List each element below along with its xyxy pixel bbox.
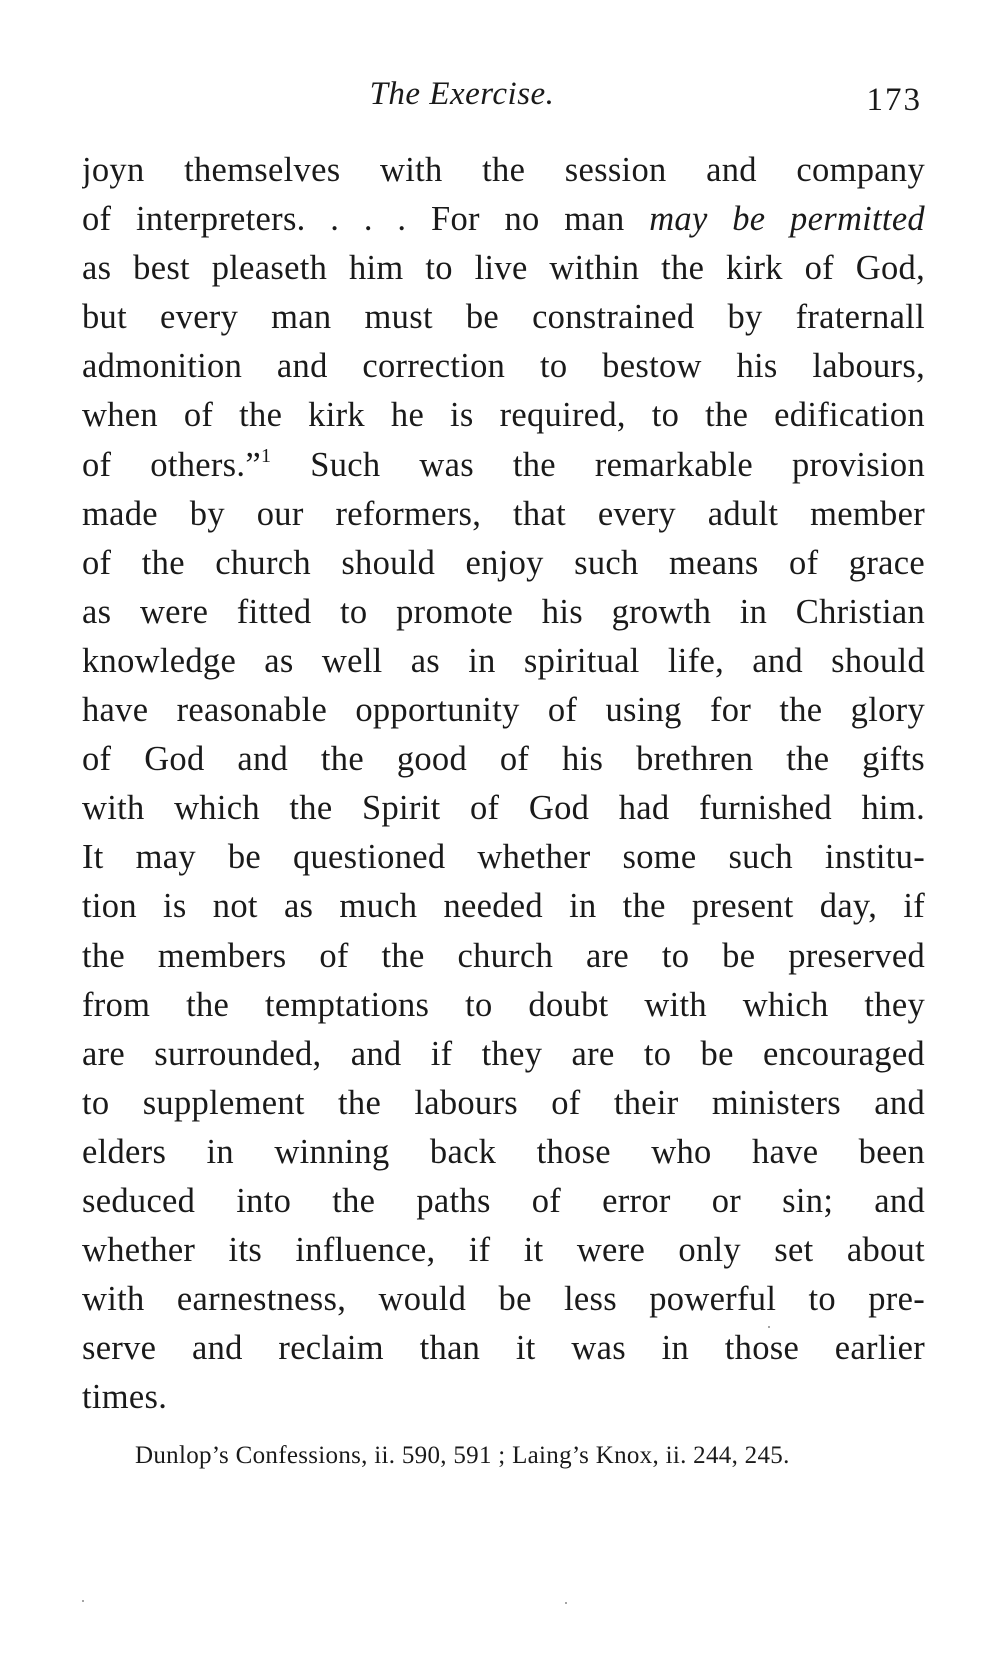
text-line: joyn themselves with the session and company [82, 151, 925, 189]
text-line: have reasonable opportunity of using for the glory [82, 691, 925, 730]
text-line: knowledge as well as in spiritual life, and should [82, 641, 925, 680]
italic-quote: may be permitted [649, 200, 925, 239]
page-number: 173 [866, 82, 922, 118]
text-run: of others.” [82, 445, 261, 484]
text-line [82, 441, 925, 490]
text-line: elders in winning back those who have been [82, 1132, 925, 1171]
text-line: from the temptations to doubt with which they [82, 985, 925, 1024]
text-line: serve and reclaim than it was in those earlier [82, 1329, 925, 1368]
text-line: but every man must be constrained by fraternall [82, 298, 925, 337]
paper-speck [768, 1326, 770, 1328]
text-line [82, 195, 925, 244]
text-line: seduced into the paths of error or sin; and [82, 1181, 925, 1220]
paper-speck [565, 1602, 567, 1604]
text-line: admonition and correction to bestow his labours, [82, 347, 925, 386]
italic-quote-line: as best pleaseth him to live within the kirk of God, [82, 249, 925, 288]
text-run: Such was the remarkable provision [310, 445, 925, 484]
text-line: when of the kirk he is required, to the edification [82, 396, 925, 435]
text-line: the members of the church are to be preserved [82, 936, 925, 975]
text-line: as were fitted to promote his growth in Christian [82, 592, 925, 631]
text-run: of interpreters. . . . For no man [82, 200, 625, 239]
paper-speck [82, 1600, 84, 1602]
text-line: to supplement the labours of their ministers and [82, 1083, 925, 1122]
text-line: are surrounded, and if they are to be encouraged [82, 1034, 925, 1073]
running-header [82, 68, 922, 118]
text-line: made by our reformers, that every adult member [82, 494, 925, 533]
text-line: with earnestness, would be less powerful to pre- [82, 1280, 925, 1319]
text-line: tion is not as much needed in the present day, if [82, 887, 925, 926]
body-text [82, 146, 925, 1422]
text-line: times. [82, 1378, 168, 1417]
running-title: The Exercise. [369, 76, 555, 112]
footnote: Dunlop’s Confessions, ii. 590, 591 ; Laing’s Knox, ii. 244, 245. [135, 1442, 790, 1469]
text-line: It may be questioned whether some such institu- [82, 838, 925, 877]
footnote-reference: 1 [260, 444, 272, 467]
text-line: with which the Spirit of God had furnished him. [82, 789, 925, 828]
text-line: whether its influence, if it were only set about [82, 1231, 925, 1270]
text-line: of the church should enjoy such means of grace [82, 543, 925, 582]
text-line: of God and the good of his brethren the gifts [82, 740, 925, 779]
